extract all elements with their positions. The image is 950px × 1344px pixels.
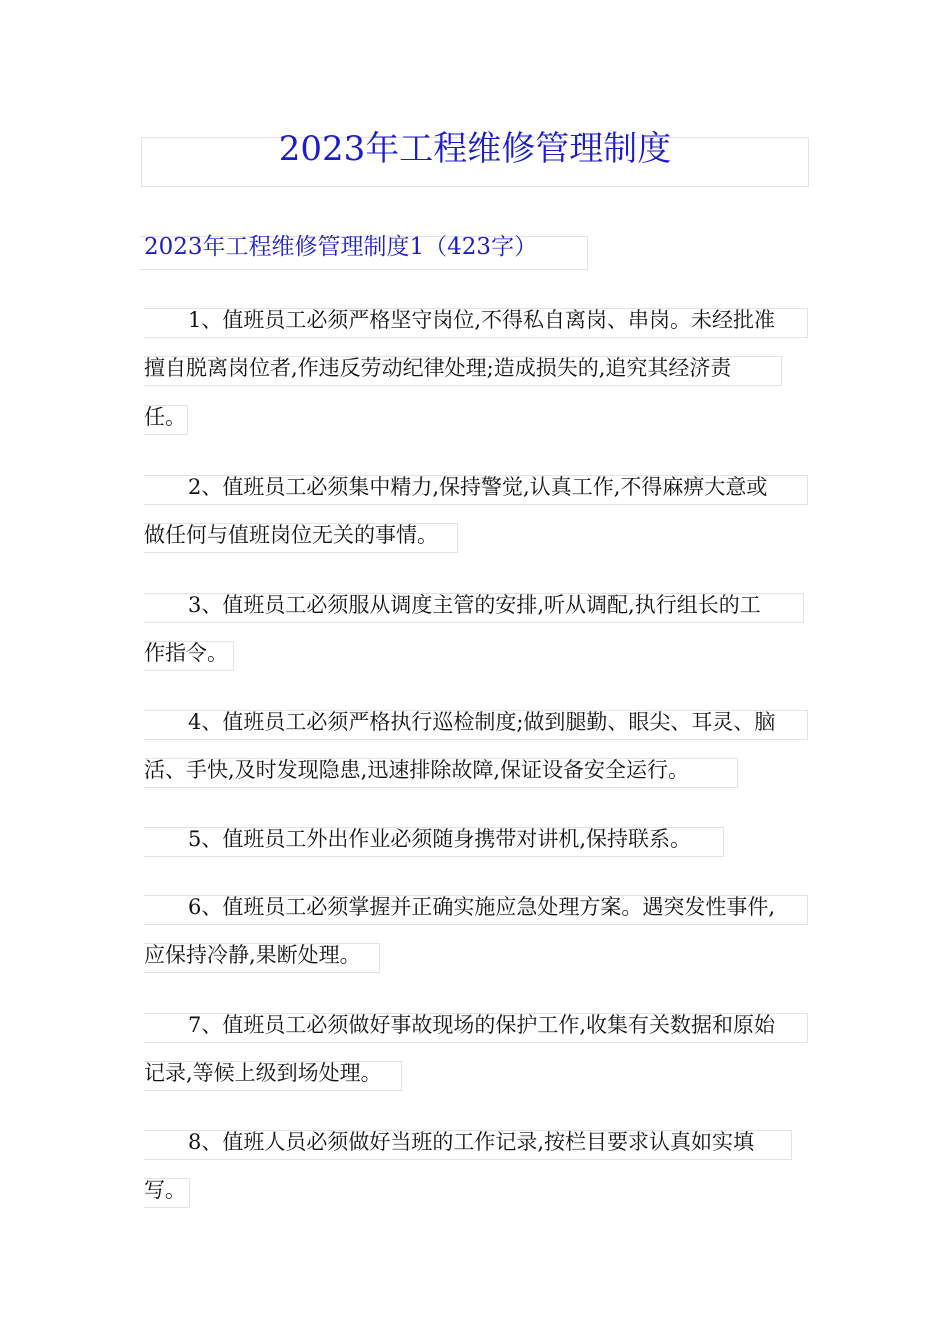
section-heading: 2023年工程维修管理制度1（423字）: [144, 234, 538, 260]
paragraph-5-line-1: 5、值班员工外出作业必须随身携带对讲机,保持联系。: [188, 827, 692, 851]
paragraph-7-line-1: 7、值班员工必须做好事故现场的保护工作,收集有关数据和原始: [188, 1013, 776, 1037]
paragraph-3-line-1: 3、值班员工必须服从调度主管的安排,听从调配,执行组长的工: [188, 593, 761, 617]
paragraph-2-line-1: 2、值班员工必须集中精力,保持警觉,认真工作,不得麻痹大意或: [188, 475, 768, 499]
paragraph-4-line-1: 4、值班员工必须严格执行巡检制度;做到腿勤、眼尖、耳灵、脑: [188, 710, 776, 734]
paragraph-7-line-2: 记录,等候上级到场处理。: [144, 1061, 382, 1085]
paragraph-6-line-1: 6、值班员工必须掌握并正确实施应急处理方案。遇突发性事件,: [188, 895, 776, 919]
paragraph-8-line-2: 写。: [144, 1178, 186, 1202]
paragraph-1-line-1: 1、值班员工必须严格坚守岗位,不得私自离岗、串岗。未经批准: [188, 308, 776, 332]
paragraph-3-line-2: 作指令。: [144, 641, 228, 665]
document-title: 2023年工程维修管理制度: [278, 129, 672, 169]
paragraph-2-line-2: 做任何与值班岗位无关的事情。: [144, 523, 438, 547]
paragraph-1-line-2: 擅自脱离岗位者,作违反劳动纪律处理;造成损失的,追究其经济责: [144, 356, 732, 380]
paragraph-4-line-2: 活、手快,及时发现隐患,迅速排除故障,保证设备安全运行。: [144, 758, 690, 782]
paragraph-6-line-2: 应保持冷静,果断处理。: [144, 943, 361, 967]
paragraph-1-line-3: 任。: [144, 405, 186, 429]
paragraph-8-line-1: 8、值班人员必须做好当班的工作记录,按栏目要求认真如实填: [188, 1130, 755, 1154]
